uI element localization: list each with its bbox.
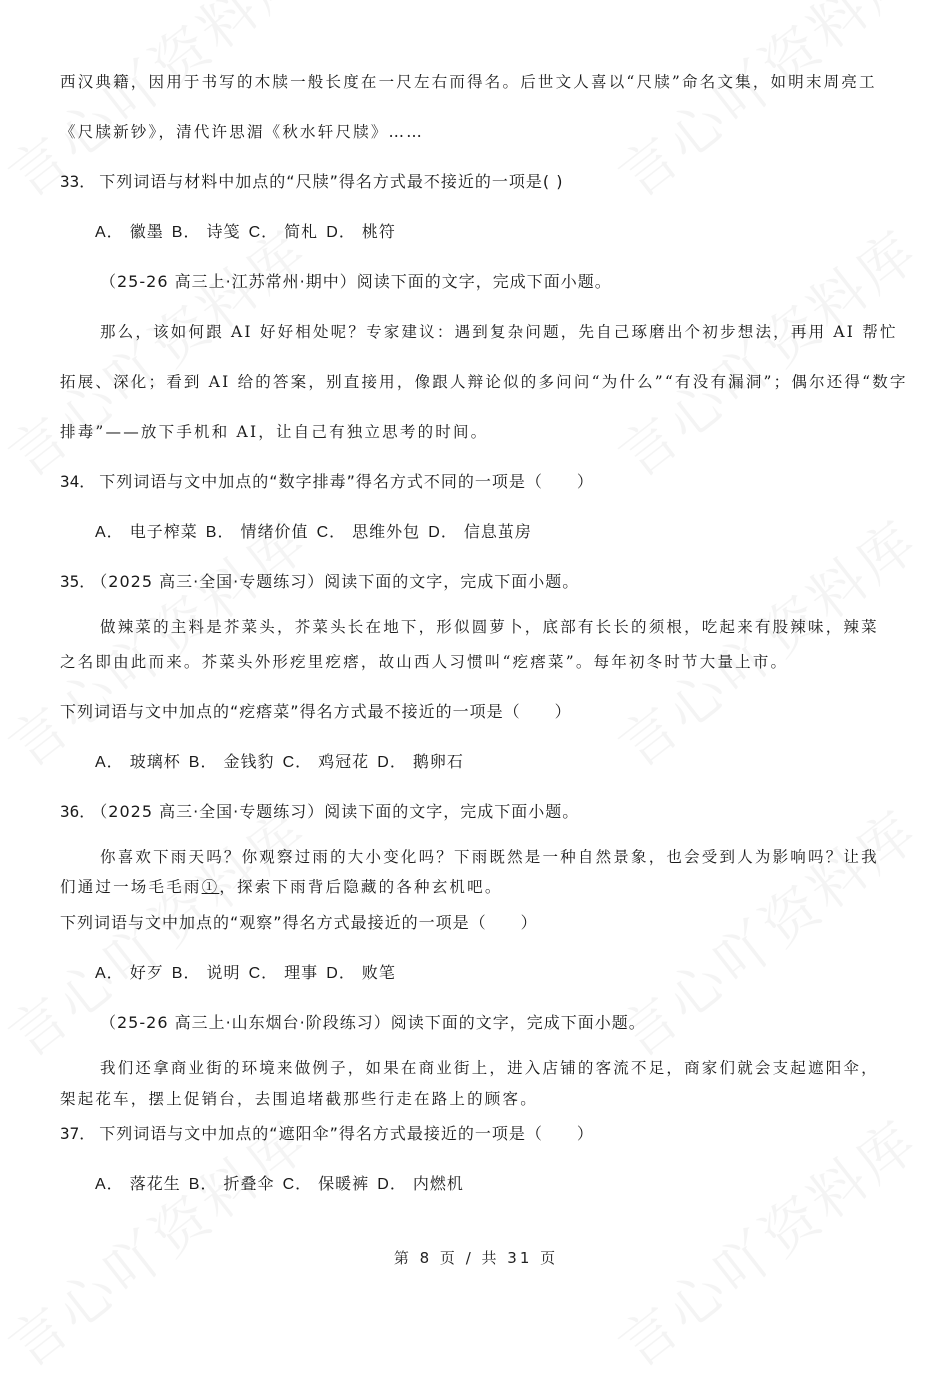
option-letter: C．: [282, 1176, 313, 1193]
option-text[interactable]: 说明: [206, 963, 241, 982]
passage-line: 之名即由此而来。芥菜头外形疙里疙瘩，故山西人习惯叫“疙瘩菜”。每年初冬时节大量上市。: [60, 653, 789, 671]
passage-text: 们通过一场毛毛雨: [60, 878, 202, 896]
passage-line: [60, 877, 503, 897]
option-letter: A．: [95, 754, 124, 771]
option-text[interactable]: 理事: [284, 963, 319, 982]
option-letter: D．: [326, 965, 356, 982]
option-letter: B．: [188, 754, 218, 771]
question-34: [60, 472, 594, 492]
options-36: [95, 963, 398, 984]
options-35: [95, 752, 466, 773]
passage-text: ，探索下雨背后隐藏的各种玄机吧。: [219, 878, 503, 896]
passage-line: 你喜欢下雨天吗？你观察过雨的大小变化吗？下雨既然是一种自然景象，也会受到人为影响吗？让我: [100, 848, 879, 866]
question-source: （2025 高三·全国·专题练习）阅读下面的文字，完成下面小题。: [99, 572, 580, 591]
page-number: 第 8 页 / 共 31 页: [393, 1249, 559, 1267]
option-text[interactable]: 思维外包: [352, 522, 421, 541]
option-letter: D．: [428, 524, 458, 541]
passage-line: 排毒”——放下手机和 AI，让自己有独立思考的时间。: [60, 423, 489, 441]
question-source: （25-26 高三上·江苏常州·期中）阅读下面的文字，完成下面小题。: [100, 272, 612, 291]
question-source: （2025 高三·全国·专题练习）阅读下面的文字，完成下面小题。: [99, 802, 580, 821]
option-text[interactable]: 诗笺: [206, 222, 241, 241]
passage-line: 《尺牍新钞》，清代许思湄《秋水轩尺牍》……: [60, 123, 424, 141]
question-36-source: [60, 802, 579, 822]
question-number: 33．: [60, 172, 96, 191]
option-text[interactable]: 内燃机: [412, 1174, 464, 1193]
passage-line: 拓展、深化；看到 AI 给的答案，别直接用，像跟人辩论似的多问问“为什么”“有没有漏洞”；偶尔还得“数字: [60, 373, 908, 391]
question-source: （25-26 高三上·山东烟台·阶段练习）阅读下面的文字，完成下面小题。: [100, 1013, 646, 1032]
question-number: 36．: [60, 802, 96, 821]
options-34: [95, 522, 534, 543]
option-letter: D．: [377, 754, 407, 771]
question-stem: 下列词语与文中加点的“观察”得名方式最接近的一项是（ ）: [60, 913, 538, 932]
option-letter: B．: [188, 1176, 218, 1193]
option-text[interactable]: 徽墨: [129, 222, 164, 241]
question-37: [60, 1124, 594, 1144]
option-letter: C．: [282, 754, 313, 771]
option-letter: D．: [326, 224, 356, 241]
option-text[interactable]: 好歹: [129, 963, 164, 982]
option-letter: B．: [171, 224, 201, 241]
option-text[interactable]: 玻璃杯: [129, 752, 181, 771]
question-stem: 下列词语与文中加点的“数字排毒”得名方式不同的一项是（ ）: [99, 472, 594, 491]
options-33: [95, 222, 398, 243]
option-text[interactable]: 情绪价值: [240, 522, 309, 541]
question-33: [60, 172, 563, 192]
option-letter: D．: [377, 1176, 407, 1193]
question-number: 34．: [60, 472, 96, 491]
passage-line: 架起花车，摆上促销台，去围追堵截那些行走在路上的顾客。: [60, 1090, 538, 1108]
question-stem: 下列词语与材料中加点的“尺牍”得名方式最不接近的一项是( ): [99, 172, 564, 191]
option-text[interactable]: 鸡冠花: [318, 752, 370, 771]
option-text[interactable]: 鹅卵石: [412, 752, 464, 771]
passage-line: 做辣菜的主料是芥菜头，芥菜头长在地下，形似圆萝卜，底部有长长的须根，吃起来有股辣味，辣菜: [100, 618, 879, 636]
option-text[interactable]: 败笔: [361, 963, 396, 982]
question-stem: 下列词语与文中加点的“遮阳伞”得名方式最接近的一项是（ ）: [99, 1124, 594, 1143]
option-letter: A．: [95, 224, 124, 241]
passage-line: 那么，该如何跟 AI 好好相处呢？专家建议：遇到复杂问题，先自己琢磨出个初步想法，再用 AI 帮忙: [100, 323, 898, 341]
option-text[interactable]: 信息茧房: [463, 522, 532, 541]
option-text[interactable]: 电子榨菜: [129, 522, 198, 541]
option-text[interactable]: 桃符: [361, 222, 396, 241]
option-letter: B．: [171, 965, 201, 982]
option-text[interactable]: 折叠伞: [223, 1174, 275, 1193]
question-35-source: [60, 572, 579, 592]
options-37: [95, 1174, 466, 1195]
blank-marker: ①: [201, 878, 220, 896]
option-letter: C．: [316, 524, 347, 541]
option-letter: C．: [248, 965, 279, 982]
question-number: 35．: [60, 572, 96, 591]
option-letter: C．: [248, 224, 279, 241]
option-letter: A．: [95, 524, 124, 541]
option-letter: B．: [205, 524, 235, 541]
passage-line: 我们还拿商业街的环境来做例子，如果在商业街上，进入店铺的客流不足，商家们就会支起遮阳伞，: [100, 1059, 879, 1077]
option-text[interactable]: 保暖裤: [318, 1174, 370, 1193]
passage-line: 西汉典籍，因用于书写的木牍一般长度在一尺左右而得名。后世文人喜以“尺牍”命名文集，如明末周亮工: [60, 73, 877, 91]
option-text[interactable]: 简札: [284, 222, 319, 241]
option-letter: A．: [95, 965, 124, 982]
option-letter: A．: [95, 1176, 124, 1193]
option-text[interactable]: 落花生: [129, 1174, 181, 1193]
option-text[interactable]: 金钱豹: [223, 752, 275, 771]
question-number: 37．: [60, 1124, 96, 1143]
question-stem: 下列词语与文中加点的“疙瘩菜”得名方式最不接近的一项是（ ）: [60, 702, 572, 721]
